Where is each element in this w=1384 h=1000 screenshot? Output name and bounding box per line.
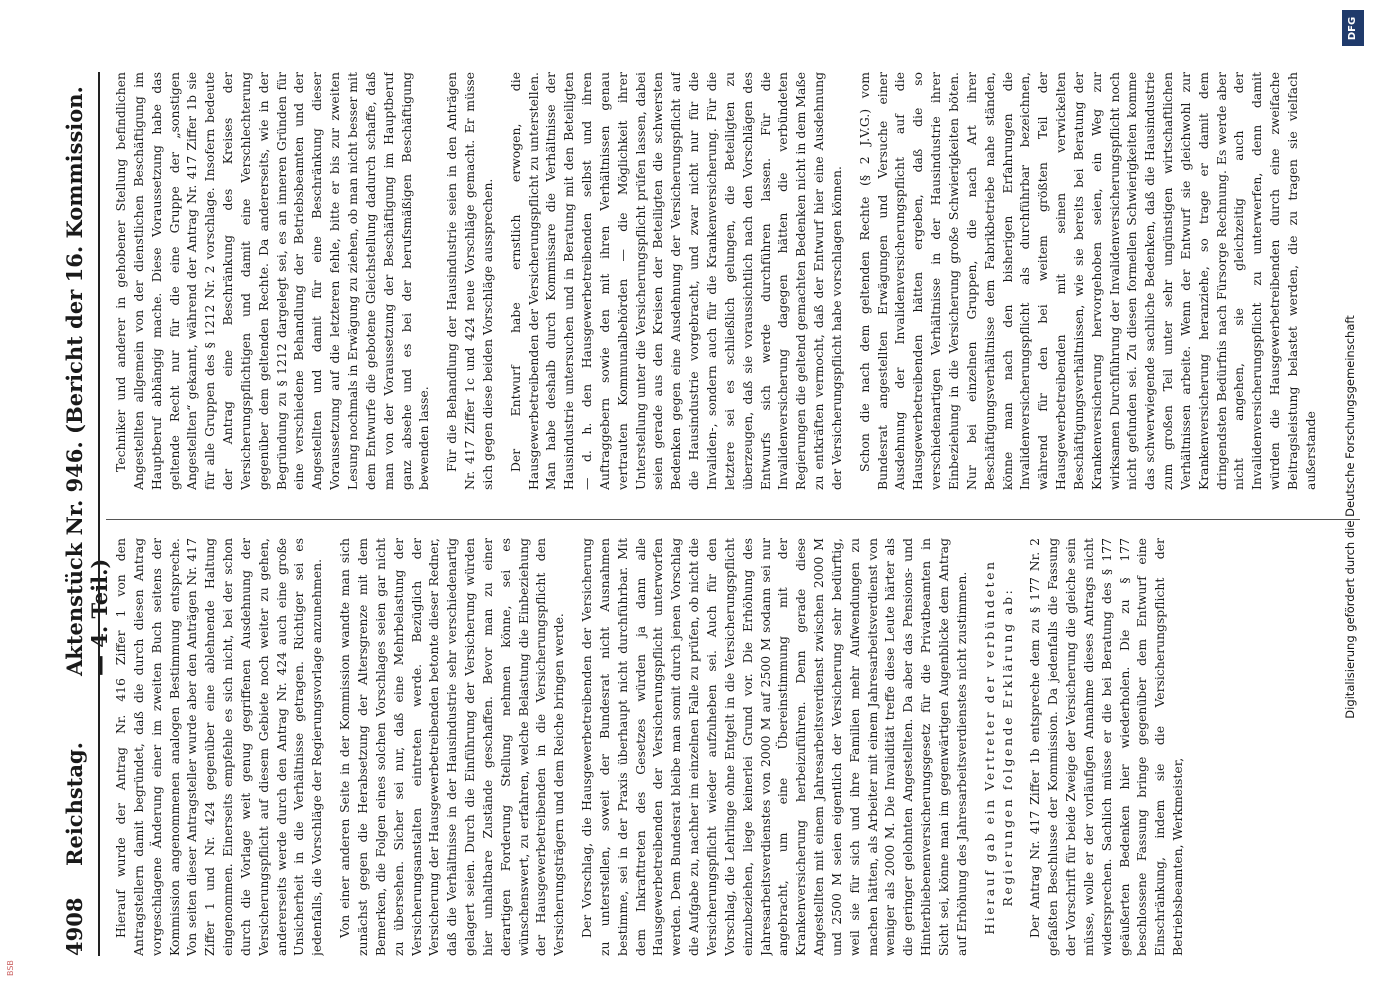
- paragraph: Schon die nach dem geltenden Rechte (§ 2 J.V.G.) vom Bundesrat angestellten Erwägungen und Versuche einer Ausdehnung der Invalidenversicherungspflicht auf die Hausgewerbetreibenden hätten ergeben, daß die so verschiedenartigen Verhältnisse in der Hausindustrie ihrer Einbeziehung in die Versicherung große Schwierigkeiten böten. Nur bei einzelnen Gruppen, die nach Art ihrer Beschäftigungsverhältnisse dem Fabrikbetriebe nahe ständen, könne man nach den bisherigen Erfahrungen die Invalidenversicherungspflicht als durchführbar bezeichnen, während für den bei weitem größten Teil der Hausgewerbetreibenden mit seinen verwickelten Beschäftigungsverhältnissen, wie sie bereits bei Beratung der Krankenversicherung hervorgehoben seien, ein Weg zur wirksamen Durchführung der Invalidenversicherungspflicht noch nicht gefunden sei. Zu diesen formellen Schwierigkeiten komme das schwerwiegende sachliche Bedenken, daß die Hausindustrie zum großen Teil unter sehr ungünstigen wirtschaftlichen Verhältnissen arbeite. Wenn der Entwurf sie gleichwohl zur Krankenversicherung heranziehe, so trage er damit dem dringendsten Bedürfnis nach Fürsorge Rechnung. Es werde aber nicht angehen, sie gleichzeitig auch der Invalidenversicherungspflicht zu unterwerfen, denn damit würden die Hausgewerbetreibenden durch eine zweifache Beitragsleistung belastet werden, die zu tragen sie vielfach außerstande: [856, 72, 1318, 490]
- left-column: [112, 538, 1364, 956]
- paragraph: Der Antrag Nr. 417 Ziffer 1b entspreche dem zu § 177 Nr. 2 gefaßten Beschlusse der Kommission. Da jedenfalls die Fassung der Vorschrift für beide Zweige der Versicherung die gleiche sein müsse, wolle er der vorläufigen Annahme dieses Antrags nicht widersprechen. Sachlich müsse er die bei Beratung des § 177 geäußerten Bedenken hier wiederholen. Die zu § 177 beschlossene Fassung bringe gegenüber dem Entwurf eine Einschränkung, indem sie die Versicherungspflicht der Betriebsbeamten, Werkmeister,: [1027, 538, 1186, 956]
- page-header: [62, 72, 112, 956]
- column-divider: [106, 519, 1360, 520]
- paragraph: Der Entwurf habe ernstlich erwogen, die Hausgewerbetreibenden der Versicherungspflicht zu unterstellen. Man habe deshalb durch Kommissare die Verhältnisse der Hausindustrie untersuchen und in Beratung mit den Beteiligten — d. h. den Hausgewerbetreibenden selbst und ihren Auftraggebern sowie den mit ihren Verhältnissen genau vertrauten Kommunalbehörden — die Möglichkeit ihrer Unterstellung unter die Versicherungspflicht prüfen lassen, dabei seien gerade aus den Kreisen der Beteiligten die schwersten Bedenken gegen eine Ausdehnung der Versicherungspflicht auf die Hausindustrie vorgebracht, und zwar nicht nur für die Invaliden-, sondern auch für die Krankenversicherung. Für die letztere sei es schließlich gelungen, die Beteiligten zu überzeugen, daß sie voraussichtlich nach den Vorschlägen des Entwurfs sich werde durchführen lassen. Für die Invalidenversicherung dagegen hätten die verbündeten Regierungen die geltend gemachten Bedenken nicht in dem Maße zu entkräften vermocht, daß der Entwurf hier eine Ausdehnung der Versicherungspflicht habe vorschlagen können.: [507, 72, 844, 490]
- paragraph-heading: Hierauf gab ein Vertreter der verbündeten Regierungen folgende Erklärung ab:: [981, 559, 1015, 935]
- paragraph: Hierauf wurde der Antrag Nr. 416 Ziffer 1 von den Antragstellern damit begründet, daß die durch diesen Antrag vorgeschlagene Änderung einer im zweiten Buch seitens der Kommission angenommenen analogen Bestimmung entspreche. Von seiten dieser Antragsteller wurde aber den Anträgen Nr. 417 Ziffer 1 und Nr. 424 gegenüber eine ablehnende Haltung eingenommen. Einerseits empfehle es sich nicht, bei der schon durch die Vorlage weit genug gegriffenen Ausdehnung der Versicherungspflicht auf diesem Gebiete noch weiter zu gehen, andererseits werde durch den Antrag Nr. 424 auch eine große Unsicherheit in die Verhältnisse getragen. Richtiger sei es jedenfalls, die Vorschläge der Regierungsvorlage anzunehmen.: [113, 538, 325, 956]
- paragraph: Techniker und anderer in gehobener Stellung befindlichen Angestellten allgemein von der dienstlichen Beschäftigung im Hauptberuf abhängig mache. Diese Voraussetzung habe das geltende Recht nur für die eine Gruppe der „sonstigen Angestellten“ gekannt, während der Antrag Nr. 417 Ziffer 1b sie für alle Gruppen des § 1212 Nr. 2 vorschlage. Insofern bedeute der Antrag eine Beschränkung des Kreises der Versicherungspflichtigen und damit eine Verschlechterung gegenüber dem geltenden Rechte. Da andererseits, wie in der Begründung zu § 1212 dargelegt sei, es an inneren Gründen für eine verschiedene Behandlung der Betriebsbeamten und der Angestellten und damit für eine Beschränkung dieser Voraussetzung auf die letzteren fehle, bitte er bis zur zweiten Lesung nochmals in Erwägung zu ziehen, ob man nicht besser mit dem Entwurfe die gebotene Gleichstellung dadurch schaffe, daß man von der Voraussetzung der Beschäftigung im Hauptberuf ganz absehe und es bei der berufsmäßigen Beschäftigung bewenden lasse.: [113, 72, 432, 490]
- header-rule: [98, 72, 100, 956]
- digitization-note: [1340, 10, 1370, 990]
- paragraph: Der Vorschlag, die Hausgewerbetreibenden der Versicherung zu unterstellen, soweit der Bundesrat nicht Ausnahmen bestimme, sei in der Praxis überhaupt nicht durchführbar. Mit dem Inkrafttreten des Gesetzes würden ja dann alle Hausgewerbetreibenden der Versicherungspflicht unterworfen werden. Dem Bundesrat bleibe man somit durch jenen Vorschlag die Aufgabe zu, nachher im einzelnen Falle zu prüfen, ob nicht die Versicherungspflicht wieder aufzuheben sei. Auch für den Vorschlag, die Lehrlinge ohne Entgelt in die Versicherungspflicht einzubeziehen, liege keinerlei Grund vor. Die Erhöhung des Jahresarbeitsverdienstes von 2000 M auf 2500 M sodann sei nur angebracht, um eine Übereinstimmung mit der Krankenversicherung herbeizuführen. Denn gerade diese Angestellten mit einem Jahresarbeitsverdienst zwischen 2000 M und 2500 M seien eigentlich der Versicherung sehr bedürftig, weil sie für sich und ihre Familien mehr Aufwendungen zu machen hätten, als Arbeiter mit einem Jahresarbeitsverdienst von weniger als 2000 M. Die Invalidität treffe diese Leute härter als die geringer gelohnten Angestellten. Da aber das Pensions- und Hinterbliebenenversicherungsgesetz für die Privatbeamten in Sicht sei, könne man im gegenwärtigen Augenblicke dem Antrag auf Erhöhung des Jahresarbeitsverdienstes nicht zustimmen.: [579, 538, 969, 956]
- paragraph: Für die Behandlung der Hausindustrie seien in den Anträgen Nr. 417 Ziffer 1c und 424 neue Vorschläge gemacht. Er müsse sich gegen diese beiden Vorschläge aussprechen.: [444, 72, 495, 490]
- dfg-logo: DFG: [1342, 10, 1364, 46]
- page-number: 4908: [62, 897, 87, 956]
- document-title: Aktenstück Nr. 946. (Bericht der 16. Kommission. — 4. Teil.): [62, 86, 112, 676]
- digitization-credit: Digitalisierung gefördert durch die Deutsche Forschungsgemeinschaft: [1343, 315, 1357, 719]
- publication-title: Reichstag.: [62, 742, 87, 866]
- library-mark: BSB: [6, 960, 15, 976]
- right-column: [112, 72, 1364, 490]
- paragraph: Von einer anderen Seite in der Kommission wandte man sich zunächst gegen die Herabsetzung der Altersgrenze mit dem Bemerken, die Folgen eines solchen Vorschlages seien gar nicht zu übersehen. Sicher sei nur, daß eine Mehrbelastung der Versicherungsanstalten eintreten werde. Bezüglich der Versicherung der Hausgewerbetreibenden betonte dieser Redner, daß die Verhältnisse in der Hausindustrie sehr verschiedenartig gelagert seien. Durch die Einführung der Versicherung würden hier unhaltbare Zustände geschaffen. Bevor man zu einer derartigen Forderung Stellung nehmen könne, sei es wünschenswert, zu erfahren, welche Belastung die Einbeziehung der Hausgewerbetreibenden in die Versicherungspflicht den Versicherungsträgern und dem Reiche bringen werde.: [337, 538, 567, 956]
